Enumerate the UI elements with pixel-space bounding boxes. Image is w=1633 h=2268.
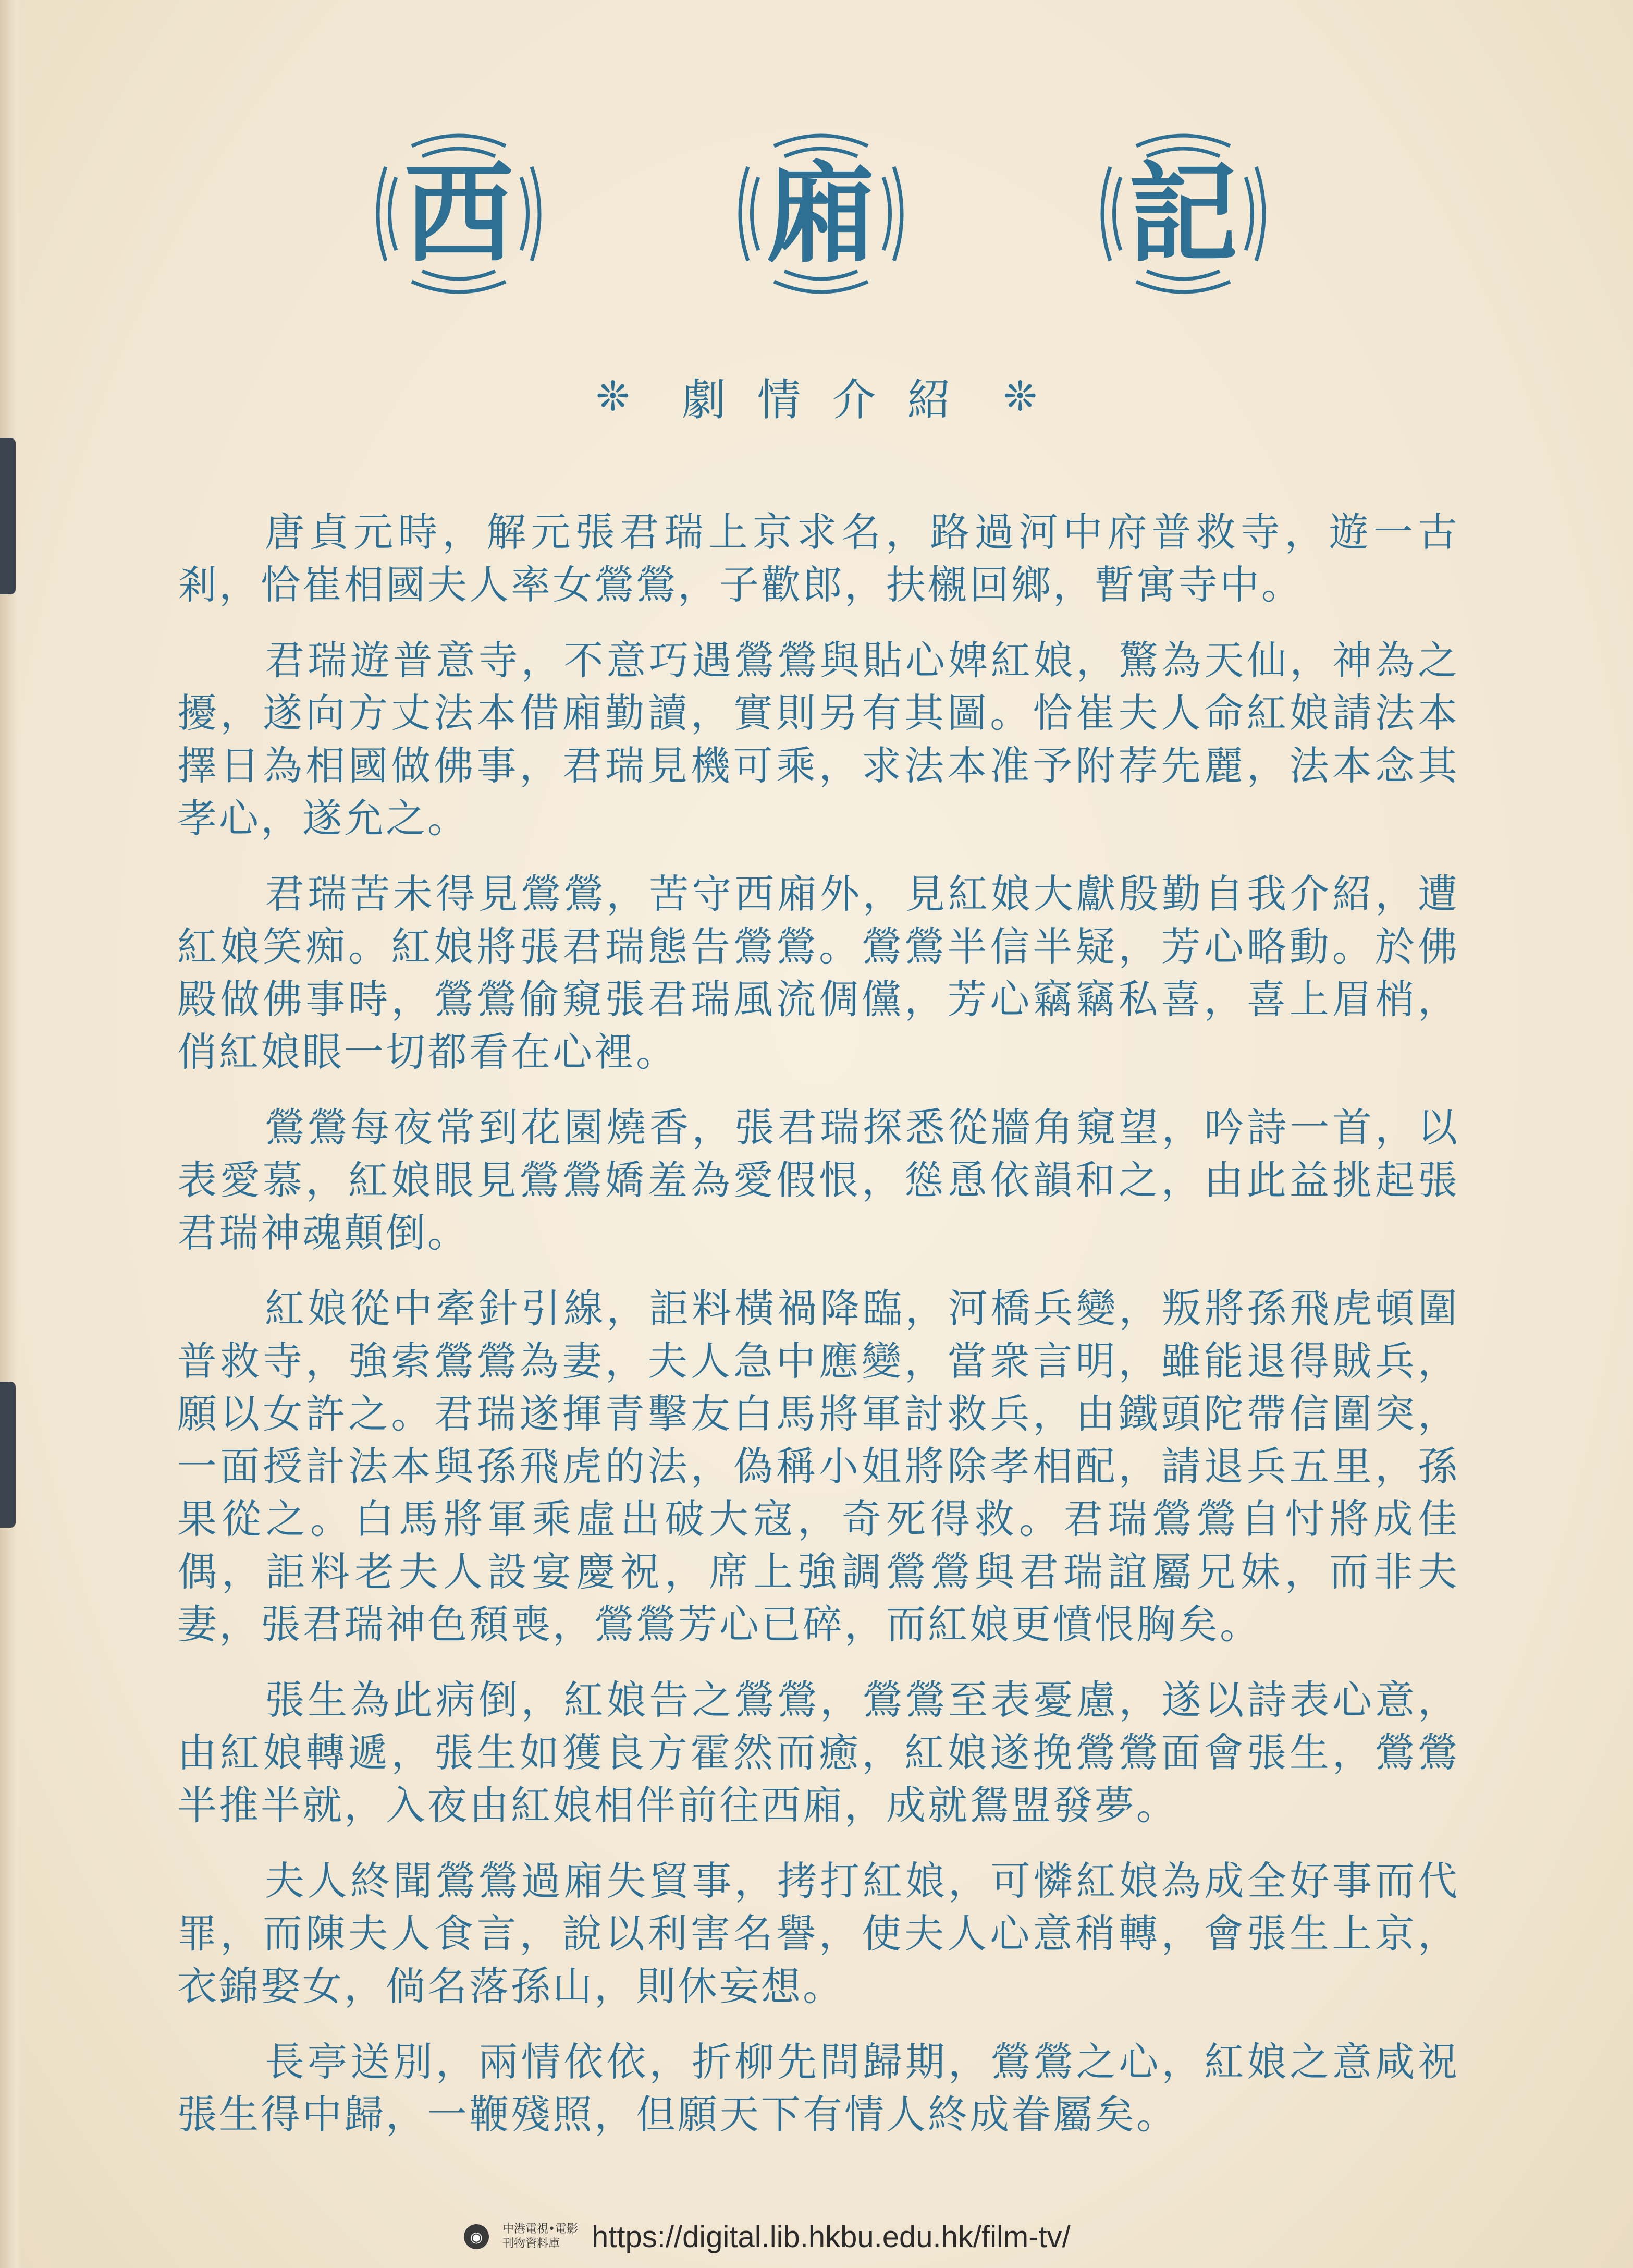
title-char-box bbox=[365, 125, 552, 302]
watermark-footer bbox=[464, 2218, 1071, 2255]
paragraph: 君瑞遊普意寺，不意巧遇鶯鶯與貼心婢紅娘，驚為天仙，神為之擾，遂向方丈法本借廂勤讀，實則另有其圖。恰崔夫人命紅娘請法本擇日為相國做佛事，君瑞見機可乘，求法本准予附荐先麗，法本念其孝心，遂允之。 bbox=[177, 637, 1459, 842]
library-logo-icon: ◉ bbox=[464, 2224, 489, 2249]
flower-ornament-icon: ❊ bbox=[596, 373, 630, 420]
footer-org-line: 中港電視•電影 bbox=[502, 2223, 578, 2236]
paragraph: 長亭送別，兩情依依，折柳先問歸期，鶯鶯之心，紅娘之意咸祝張生得中歸，一鞭殘照，但願天下有情人終成眷屬矣。 bbox=[177, 2039, 1459, 2138]
title-char: 西 bbox=[403, 149, 513, 278]
footer-org-line: 刊物資料庫 bbox=[502, 2237, 560, 2250]
title-char: 廂 bbox=[766, 149, 876, 278]
flower-ornament-icon: ❊ bbox=[1003, 373, 1037, 420]
section-heading-text: 劇情介紹 bbox=[682, 374, 983, 425]
title-char: 記 bbox=[1128, 149, 1238, 278]
section-heading bbox=[0, 365, 1633, 428]
synopsis-body bbox=[177, 506, 1459, 2164]
paragraph: 唐貞元時，解元張君瑞上京求名，路過河中府普救寺，遊一古剎，恰崔相國夫人率女鶯鶯，子歡郎，扶櫬回鄉，暫寓寺中。 bbox=[177, 509, 1459, 608]
footer-org bbox=[502, 2222, 578, 2251]
binding-mark bbox=[0, 1382, 16, 1528]
binding-mark bbox=[0, 438, 16, 594]
paragraph: 君瑞苦未得見鶯鶯，苦守西廂外，見紅娘大獻殷勤自我介紹，遭紅娘笑痴。紅娘將張君瑞態告鶯鶯。鶯鶯半信半疑，芳心略動。於佛殿做佛事時，鶯鶯偷窺張君瑞風流倜儻，芳心竊竊私喜，喜上眉梢，俏紅娘眼一切都看在心裡。 bbox=[177, 871, 1459, 1075]
title-char-box bbox=[1089, 125, 1277, 302]
title bbox=[365, 125, 1277, 302]
title-char-box bbox=[727, 125, 915, 302]
paragraph: 張生為此病倒，紅娘告之鶯鶯，鶯鶯至表憂慮，遂以詩表心意，由紅娘轉遞，張生如獲良方霍然而癒，紅娘遂挽鶯鶯面會張生，鶯鶯半推半就，入夜由紅娘相伴前往西廂，成就鴛盟發夢。 bbox=[177, 1677, 1459, 1828]
page-fold-shadow bbox=[0, 0, 21, 2268]
paragraph: 夫人終聞鶯鶯過廂失貿事，拷打紅娘，可憐紅娘為成全好事而代罪，而陳夫人食言，說以利害名譽，使夫人心意稍轉，會張生上京，衣錦娶女，倘名落孫山，則休妄想。 bbox=[177, 1858, 1459, 2009]
paragraph: 鶯鶯每夜常到花園燒香，張君瑞探悉從牆角窺望，吟詩一首，以表愛慕，紅娘眼見鶯鶯嬌羞為愛假恨，慫恿依韻和之，由此益挑起張君瑞神魂顛倒。 bbox=[177, 1104, 1459, 1256]
paragraph: 紅娘從中牽針引線，詎料橫禍降臨，河橋兵變，叛將孫飛虎頓圍普救寺，強索鶯鶯為妻，夫人急中應變，當衆言明，雖能退得賊兵，願以女許之。君瑞遂揮青擊友白馬將軍討救兵，由鐵頭陀帶信圍突，一面授計法本與孫飛虎的法，偽稱小姐將除孝相配，請退兵五里，孫果從之。白馬將軍乘虛出破大寇，奇死得救。君瑞鶯鶯自忖將成佳偶，詎料老夫人設宴慶祝，席上強調鶯鶯與君瑞誼屬兄妹，而非夫妻，張君瑞神色頹喪，鶯鶯芳心已碎，而紅娘更憤恨胸矣。 bbox=[177, 1285, 1459, 1648]
footer-url-link[interactable]: https://digital.lib.hkbu.edu.hk/film-tv/ bbox=[591, 2220, 1071, 2254]
